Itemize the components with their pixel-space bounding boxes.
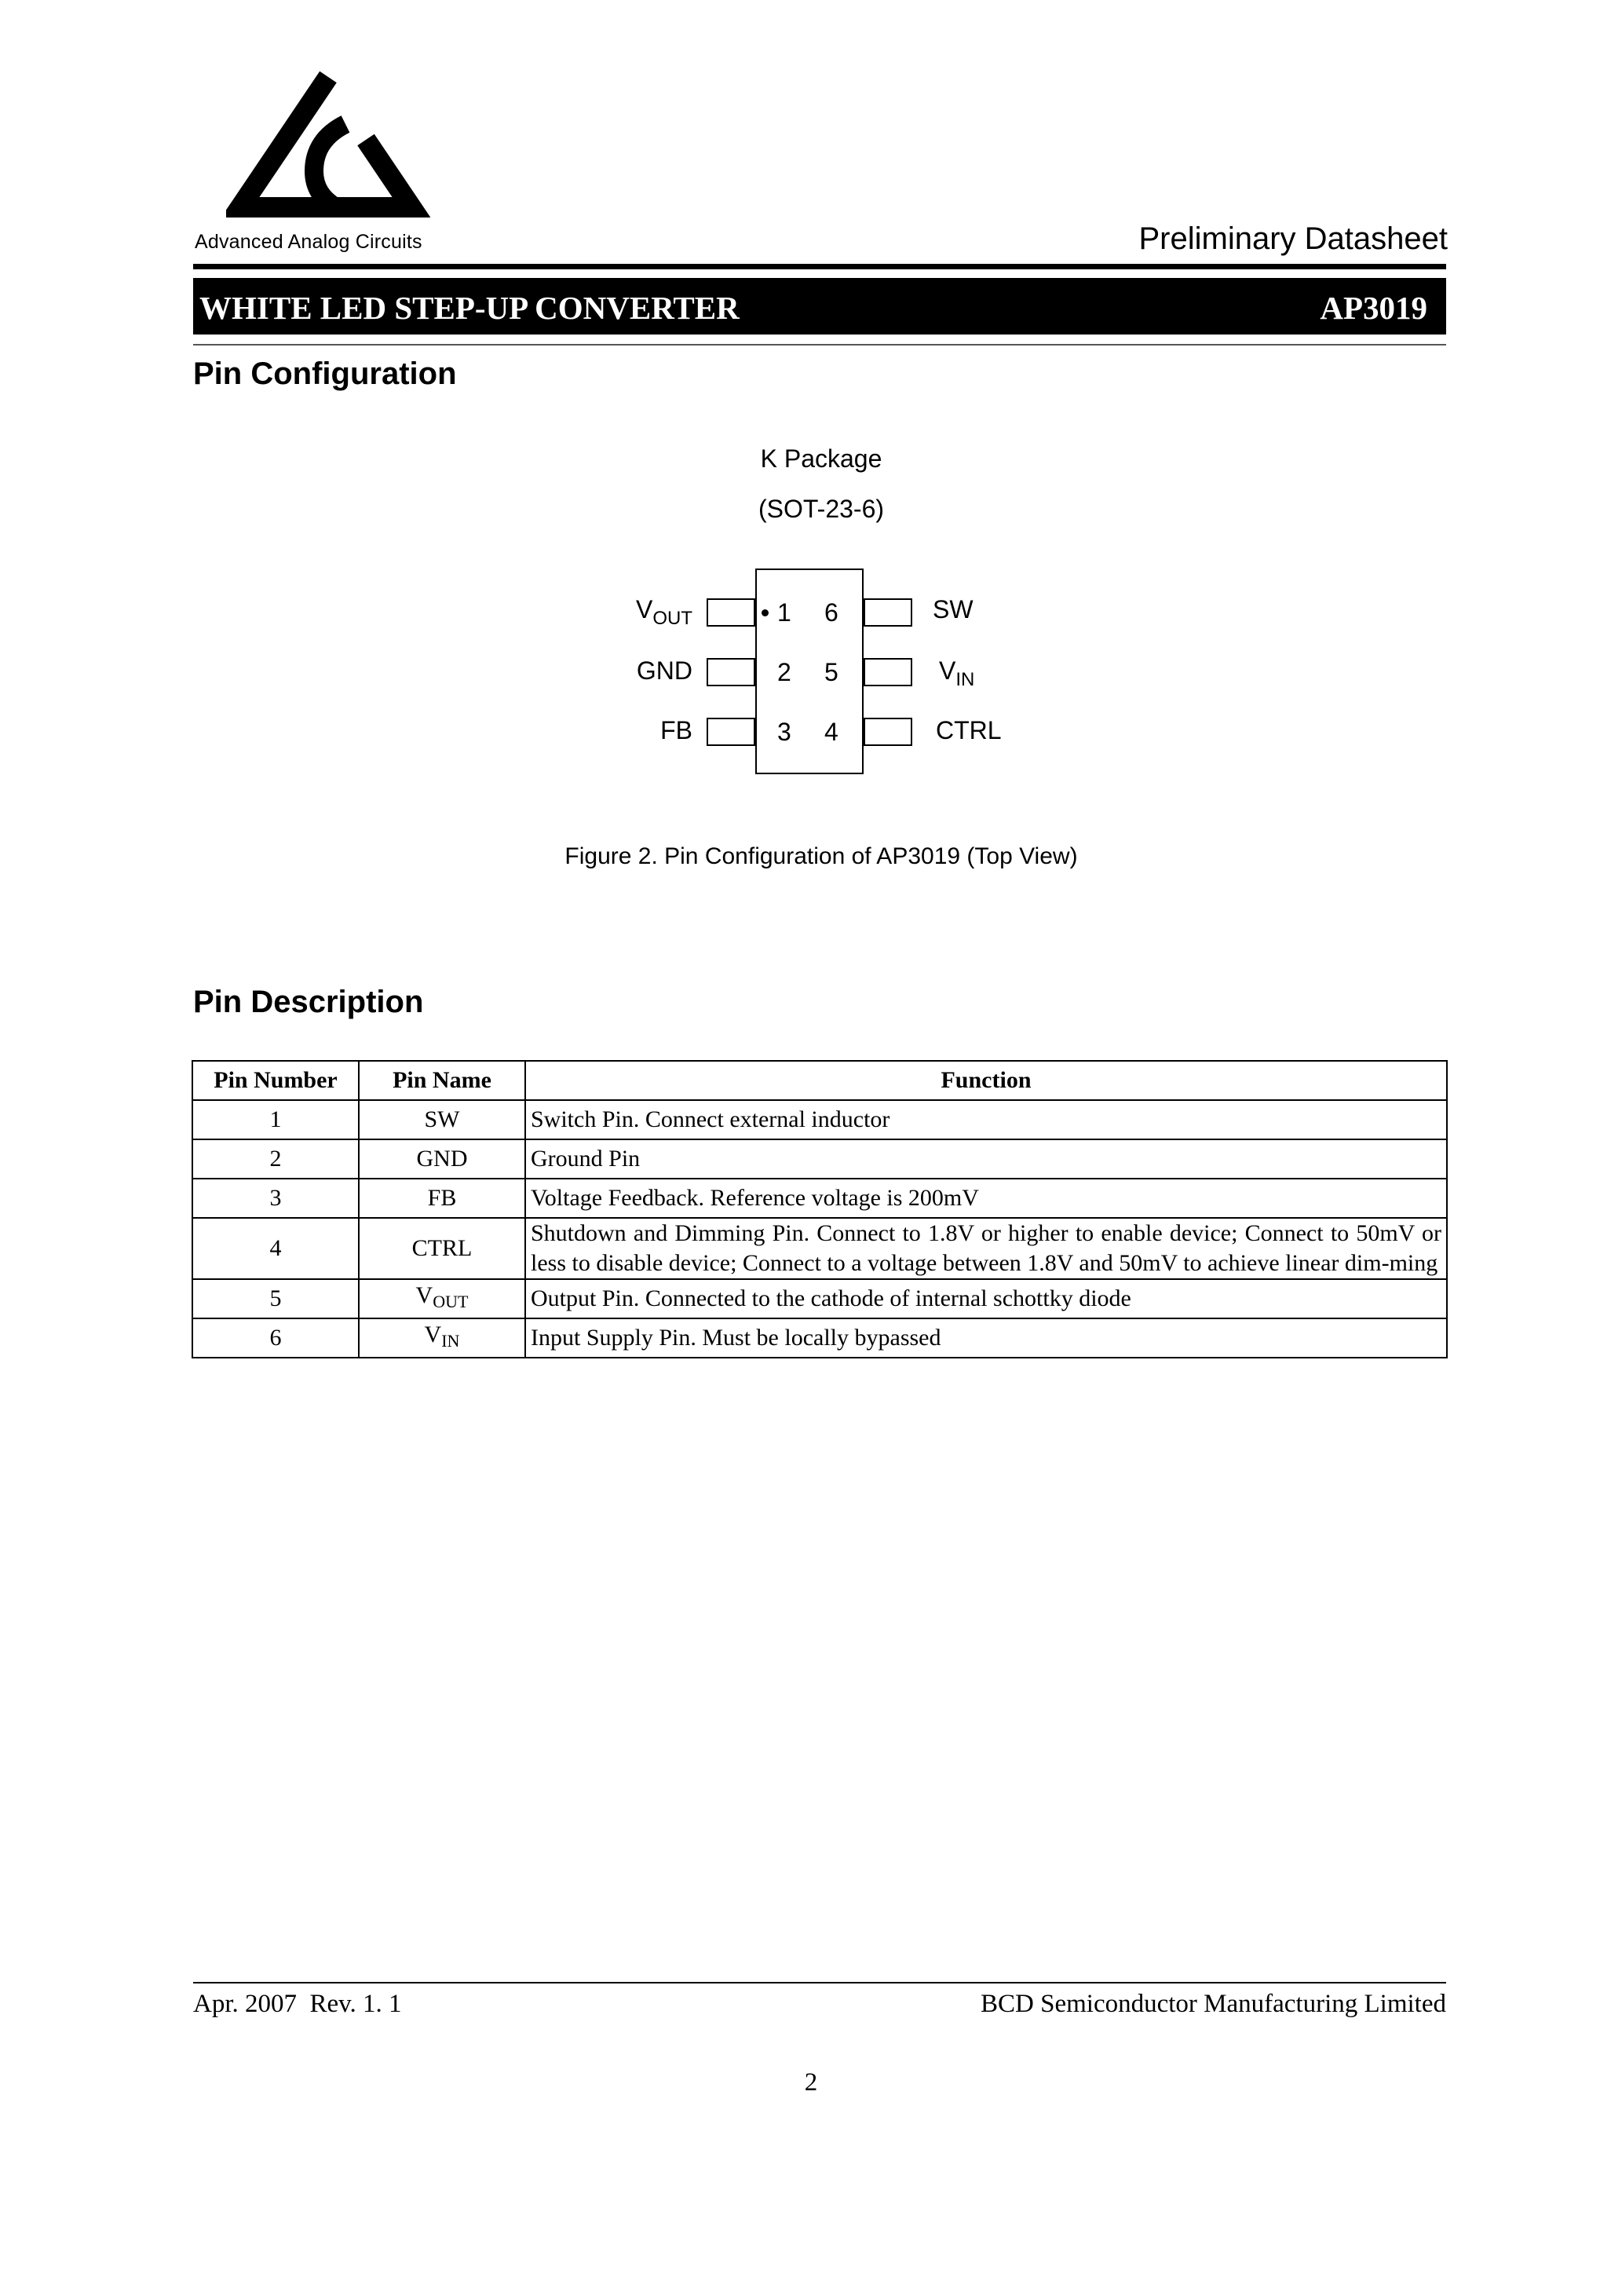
pin-number-1: 1 [777,598,791,627]
pin-stub-6 [864,598,912,627]
pin-number-3: 3 [777,718,791,746]
pin-number-cell: 4 [192,1218,359,1279]
document-status: Preliminary Datasheet [1138,221,1448,256]
page-number: 2 [804,2068,818,2097]
pin-name-cell: $V_{IN}$ [359,1318,525,1358]
pin-name-cell: SW [359,1100,525,1139]
pin-label-fb: FB [660,716,692,744]
pin-function-cell: Switch Pin. Connect external inductor [525,1100,1447,1139]
column-header-pin-number: Pin Number [192,1061,359,1100]
company-name: Advanced Analog Circuits [195,231,422,253]
pin-stub-3 [707,718,755,746]
pin-function-cell: Ground Pin [525,1139,1447,1179]
title-rule [193,344,1446,345]
chip-body [755,569,864,774]
package-name: K Package [760,444,882,473]
pin-name-cell: GND [359,1139,525,1179]
footer-date-revision: Apr. 2007 Rev. 1. 1 [193,1990,402,2018]
table-row [192,1318,1447,1358]
pin-number-4: 4 [824,718,838,746]
pin-number-cell: 6 [192,1318,359,1358]
pin-name-cell: $V_{OUT}$ [359,1279,525,1318]
pin-label-ctrl: CTRL [936,716,1002,744]
pin-number-2: 2 [777,658,791,686]
pin-description-table [192,1060,1448,1358]
footer-rule [193,1982,1446,1983]
table-row [192,1100,1447,1139]
pin-function-cell: Shutdown and Dimming Pin. Connect to 1.8V or higher to enable device; Connect to 50mV or less to disable device; Connect to a voltage between 1.8V and 50mV to achieve linear dim-ming [525,1218,1447,1279]
pin-configuration-heading: Pin Configuration [193,356,457,391]
pin-number-cell: 3 [192,1179,359,1218]
footer-company: BCD Semiconductor Manufacturing Limited [981,1990,1446,2018]
pin-stub-4 [864,718,912,746]
pin-label-vout: $V_{OUT}$ [635,595,692,629]
table-header-row [192,1061,1447,1100]
table-row [192,1218,1447,1279]
part-number: AP3019 [1320,290,1427,326]
pin-stub-2 [707,658,755,686]
pin-number-cell: 5 [192,1279,359,1318]
figure-caption: Figure 2. Pin Configuration of AP3019 (Top View) [564,843,1078,869]
column-header-function: Function [525,1061,1447,1100]
package-type: (SOT-23-6) [758,495,885,523]
pin-stub-5 [864,658,912,686]
document-title: WHITE LED STEP-UP CONVERTER [199,290,740,326]
pin-name-cell: CTRL [359,1218,525,1279]
pin-stub-1 [707,598,755,627]
pin-function-cell: Input Supply Pin. Must be locally bypassed [525,1318,1447,1358]
aac-logo-icon [226,68,430,225]
company-logo [195,68,462,264]
column-header-pin-name: Pin Name [359,1061,525,1100]
table-row [192,1179,1447,1218]
header-rule [193,264,1446,269]
pin-function-cell: Output Pin. Connected to the cathode of internal schottky diode [525,1279,1447,1318]
pin-function-cell: Voltage Feedback. Reference voltage is 200mV [525,1179,1447,1218]
pin-description-heading: Pin Description [193,985,424,1019]
pin-number-6: 6 [824,598,838,627]
table-row [192,1279,1447,1318]
pin-label-vin: $V_{IN}$ [939,656,975,690]
pin-label-sw: SW [933,595,974,623]
table-row [192,1139,1447,1179]
pin-number-5: 5 [824,658,838,686]
title-bar [193,278,1446,335]
pin-name-cell: FB [359,1179,525,1218]
pin1-marker-dot [762,609,769,616]
pin-number-cell: 1 [192,1100,359,1139]
pin-number-cell: 2 [192,1139,359,1179]
pin-label-gnd: GND [636,656,692,685]
